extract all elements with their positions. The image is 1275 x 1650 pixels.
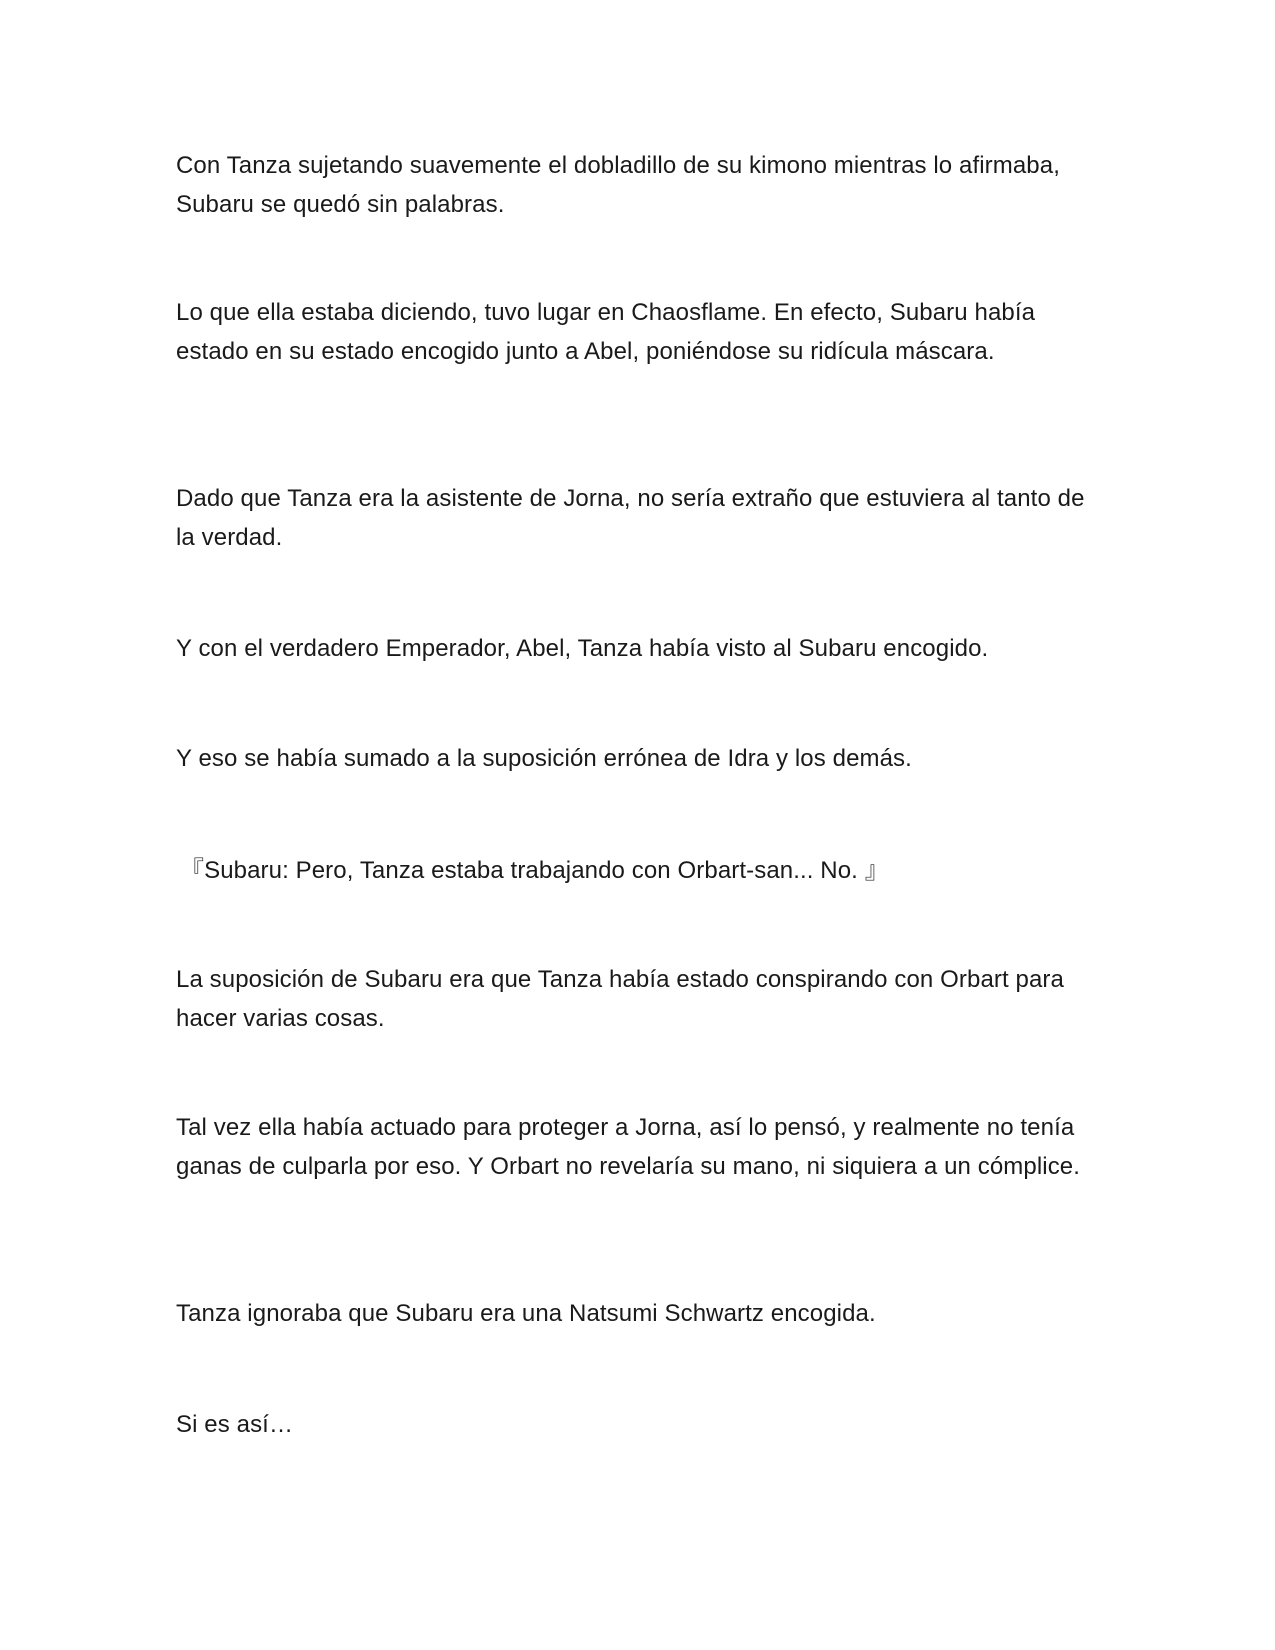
paragraph: Y eso se había sumado a la suposición errónea de Idra y los demás. <box>176 745 912 772</box>
paragraph: Lo que ella estaba diciendo, tuvo lugar en Chaosflame. En efecto, Subaru había estado en su estado encogido junto a Abel, poniéndose su ridícula máscara. <box>176 299 1036 365</box>
paragraph: Y con el verdadero Emperador, Abel, Tanza había visto al Subaru encogido. <box>176 635 989 662</box>
dialogue-line: 『Subaru: Pero, Tanza estaba trabajando con Orbart-san... No. 』 <box>180 857 889 884</box>
paragraph: Tal vez ella había actuado para proteger a Jorna, así lo pensó, y realmente no tenía ganas de culparla por eso. Y Orbart no revelaría su mano, ni siquiera a un cómplice. <box>176 1114 1081 1180</box>
paragraph: Con Tanza sujetando suavemente el dobladillo de su kimono mientras lo afirmaba, Subaru se quedó sin palabras. <box>176 152 1060 218</box>
paragraph: Tanza ignoraba que Subaru era una Natsumi Schwartz encogida. <box>176 1300 876 1327</box>
paragraph: La suposición de Subaru era que Tanza había estado conspirando con Orbart para hacer varias cosas. <box>176 966 1064 1032</box>
paragraph: Dado que Tanza era la asistente de Jorna, no sería extraño que estuviera al tanto de la verdad. <box>176 485 1085 551</box>
paragraph: Si es así… <box>176 1411 294 1438</box>
